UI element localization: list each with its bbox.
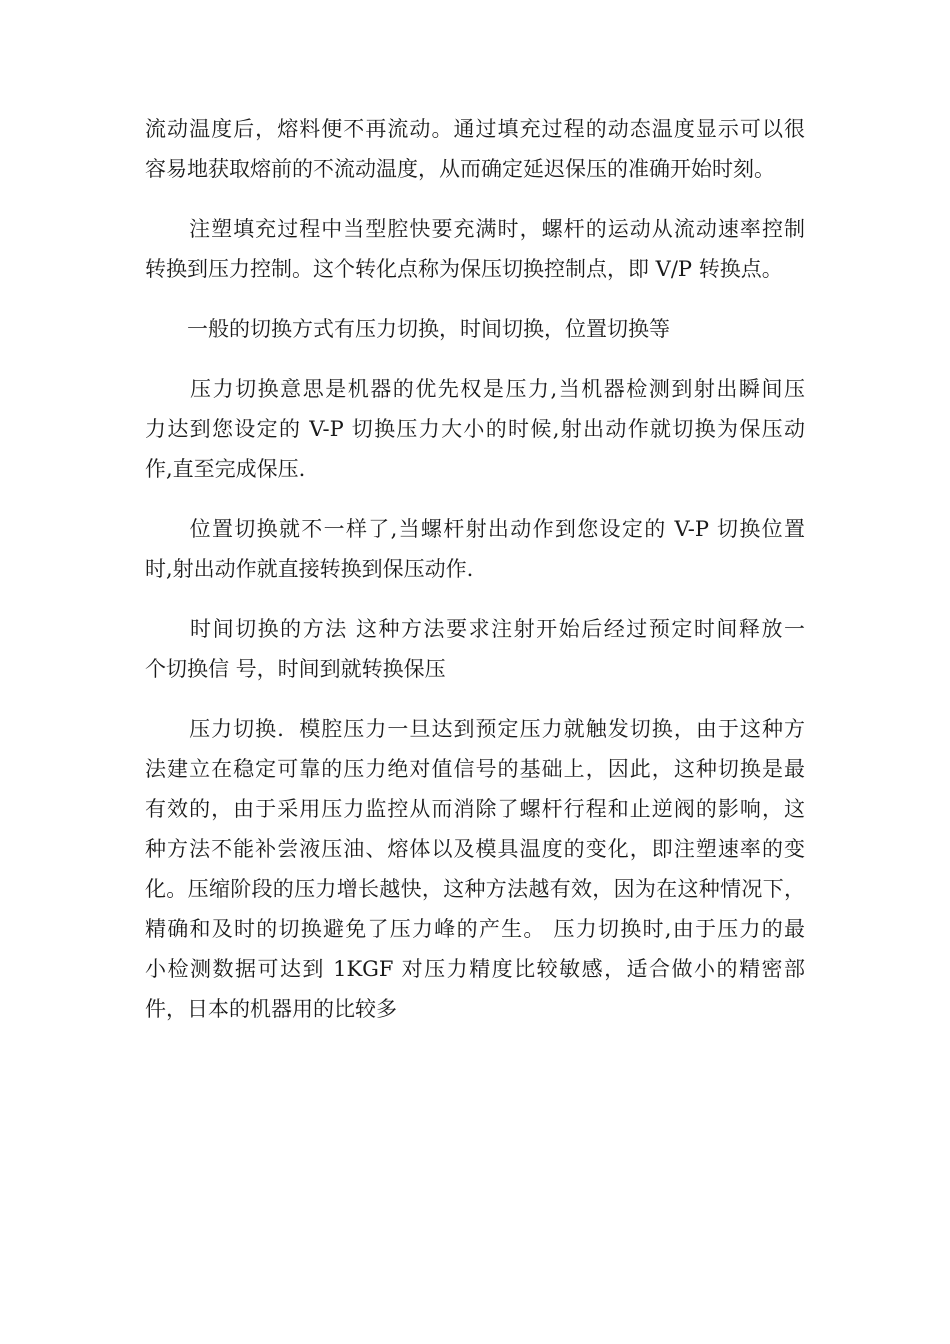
text-line: 压力切换意思是机器的优先权是压力,当机器检测到射出瞬间压 [145,377,805,401]
paragraph-3 [145,317,805,357]
text-line: 流动温度后，熔料便不再流动。通过填充过程的动态温度显示可以很 [145,117,805,141]
text-line: 作,直至完成保压. [145,457,306,481]
text-line: 时间切换的方法 这种方法要求注射开始后经过预定时间释放一 [145,617,805,641]
document-page [145,117,805,1037]
text-line: 个切换信 号，时间到就转换保压 [145,657,446,681]
text-line: 压力切换．模腔压力一旦达到预定压力就触发切换，由于这种方 [145,717,805,741]
text-line: 时,射出动作就直接转换到保压动作. [145,557,474,581]
text-line: 种方法不能补尝液压油、熔体以及模具温度的变化，即注塑速率的变 [145,837,805,861]
text-line: 注塑填充过程中当型腔快要充满时，螺杆的运动从流动速率控制 [145,217,805,241]
text-line: 力达到您设定的 V-P 切换压力大小的时候,射出动作就切换为保压动 [145,417,805,441]
paragraph-5 [145,517,805,597]
paragraph-1 [145,117,805,197]
text-line: 一般的切换方式有压力切换，时间切换，位置切换等 [145,317,670,341]
text-line: 容易地获取熔前的不流动温度，从而确定延迟保压的准确开始时刻。 [145,157,775,181]
paragraph-7 [145,717,805,1037]
paragraph-2 [145,217,805,297]
text-line: 转换到压力控制。这个转化点称为保压切换控制点，即 V/P 转换点。 [145,257,783,281]
text-line: 化。压缩阶段的压力增长越快，这种方法越有效，因为在这种情况下， [145,877,805,901]
text-line: 有效的，由于采用压力监控从而消除了螺杆行程和止逆阀的影响，这 [145,797,805,821]
paragraph-4 [145,377,805,497]
paragraph-6 [145,617,805,697]
text-line: 精确和及时的切换避免了压力峰的产生。 压力切换时,由于压力的最 [145,917,805,941]
text-line: 小检测数据可达到 1KGF 对压力精度比较敏感，适合做小的精密部 [145,957,805,981]
text-line: 位置切换就不一样了,当螺杆射出动作到您设定的 V-P 切换位置 [145,517,805,541]
text-line: 件，日本的机器用的比较多 [145,997,397,1021]
text-line: 法建立在稳定可靠的压力绝对值信号的基础上，因此，这种切换是最 [145,757,805,781]
